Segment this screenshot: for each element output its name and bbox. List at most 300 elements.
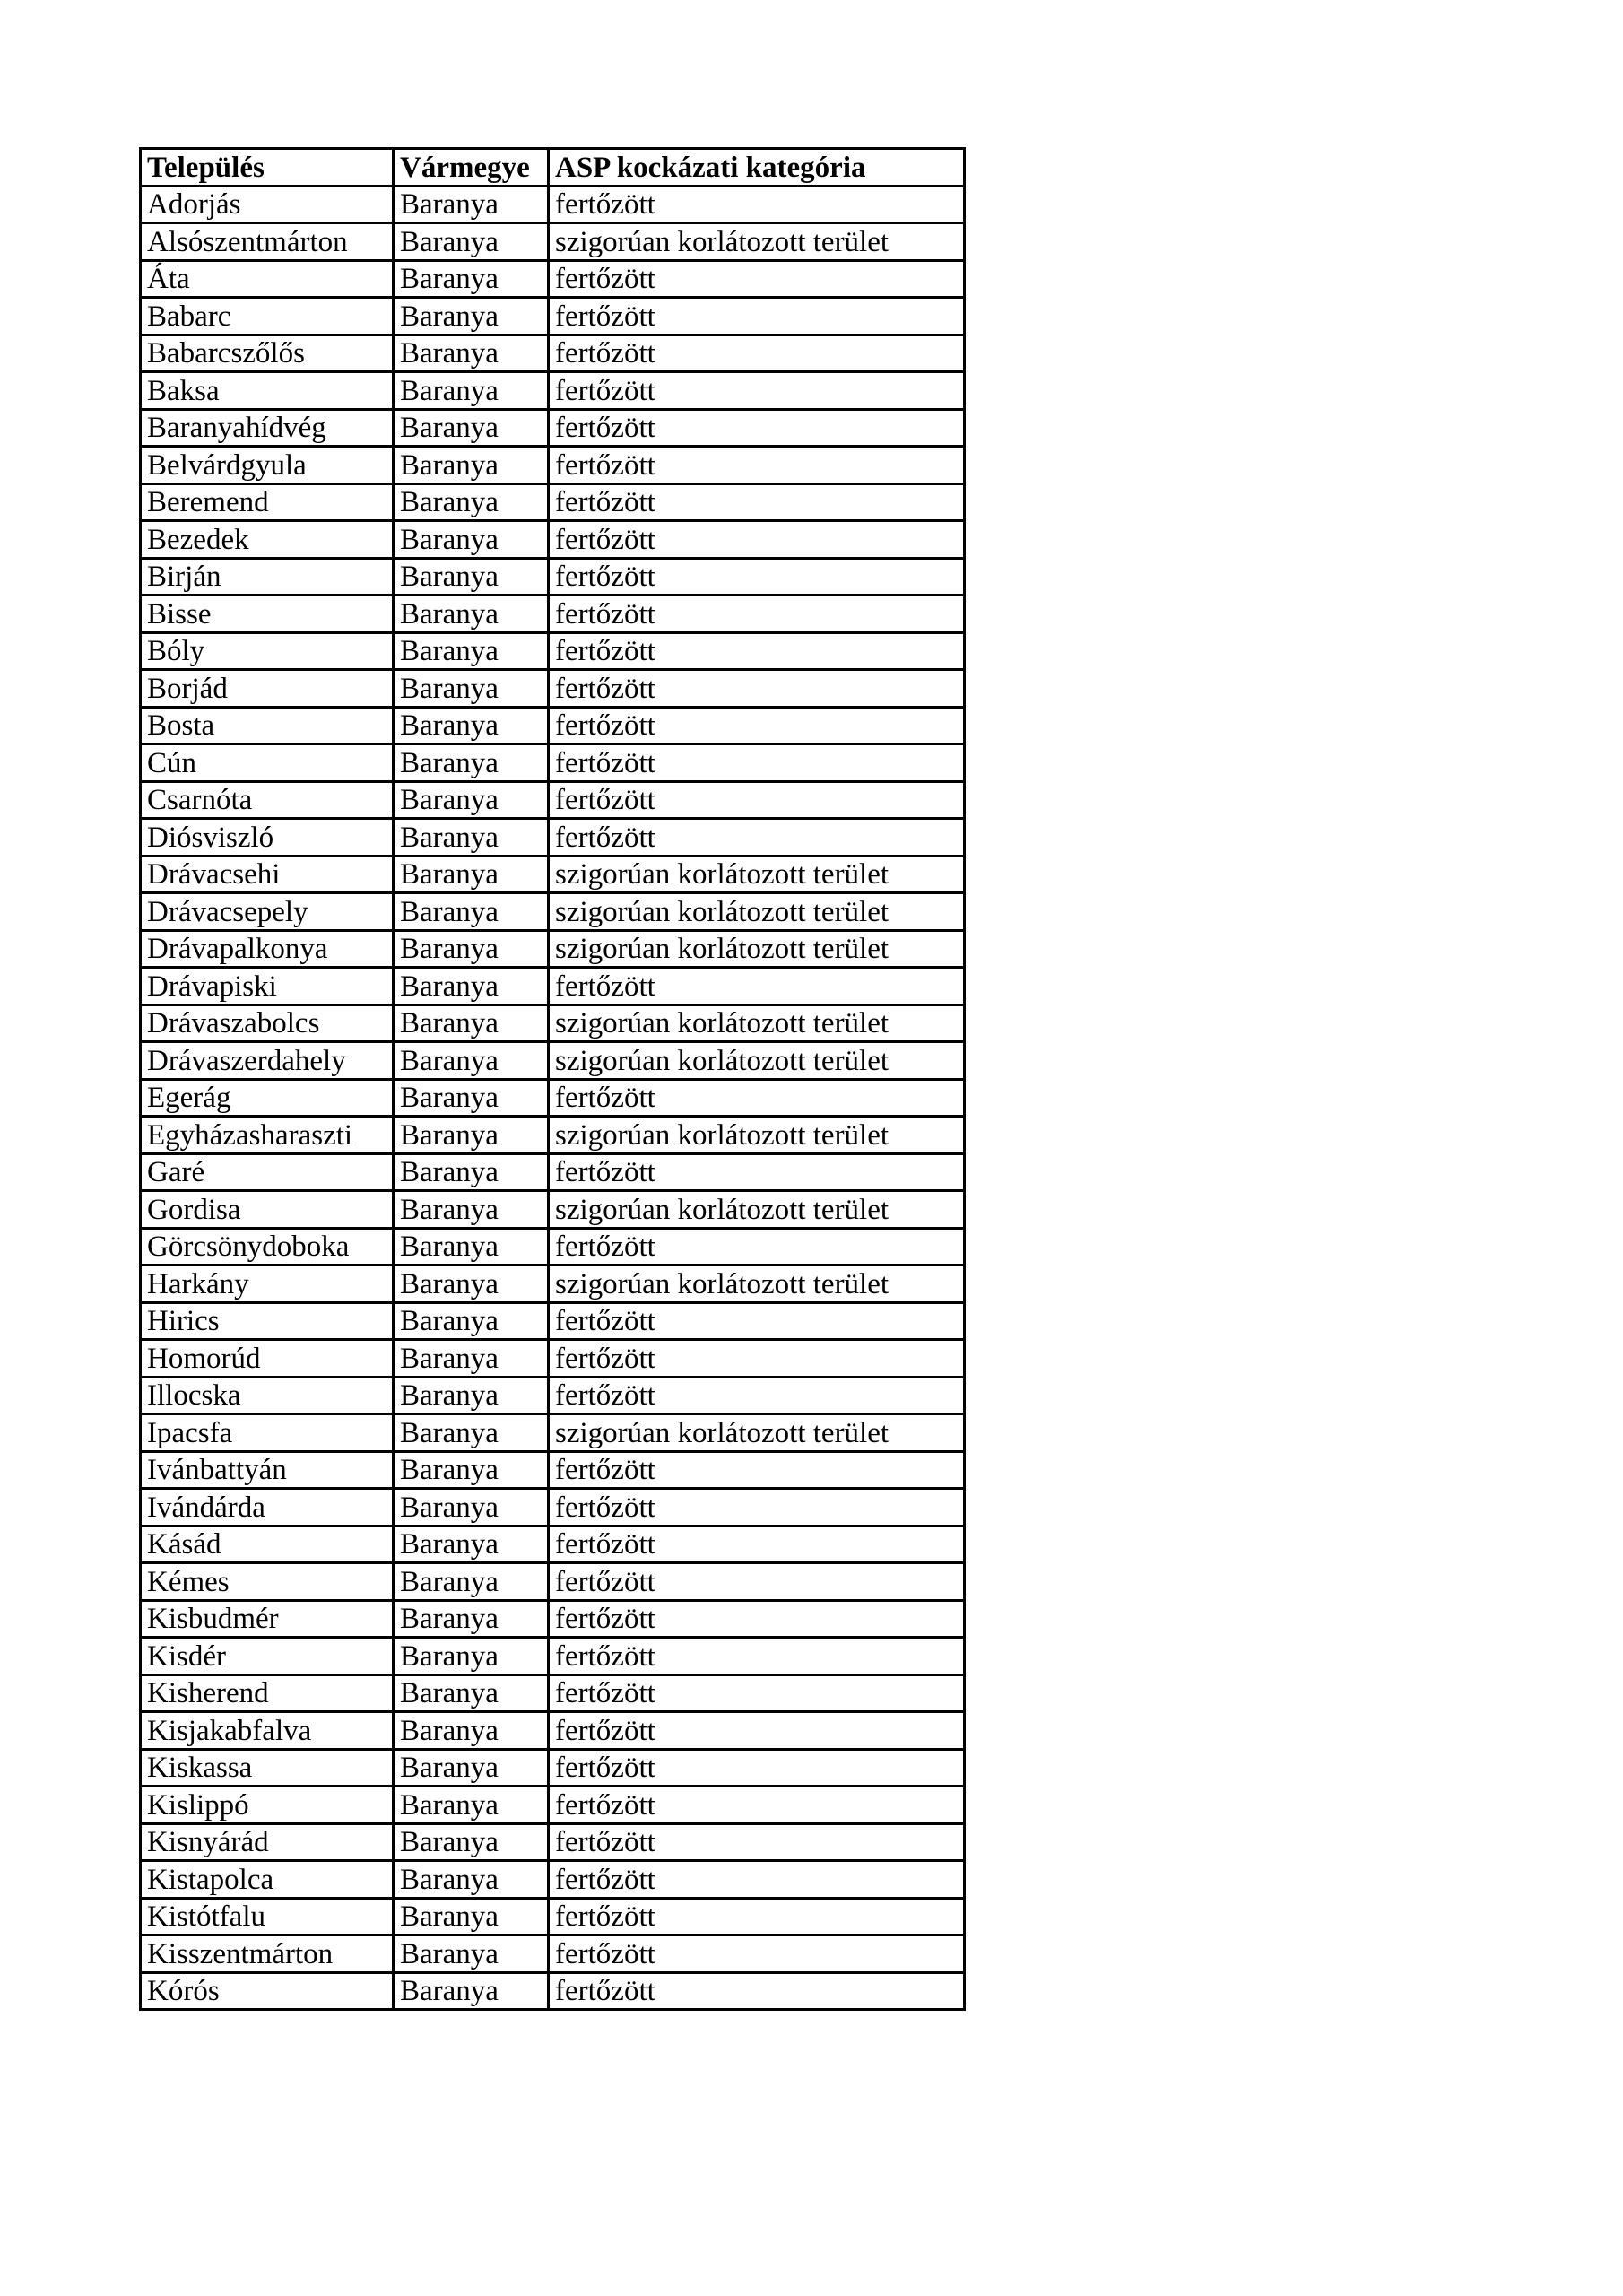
risk-category-cell-text: fertőzött [555,597,655,631]
risk-category-cell-text: fertőzött [555,412,655,444]
risk-category-cell [549,1935,965,1973]
settlement-cell [141,372,394,410]
county-cell-text: Baranya [400,635,499,667]
county-cell-text: Baranya [400,1082,499,1114]
county-cell-text: Baranya [400,1677,499,1709]
table-row [141,186,965,223]
settlement-cell [141,1861,394,1899]
settlement-cell-text: Alsószentmárton [147,225,348,258]
county-cell [394,1042,549,1080]
county-cell-text: Baranya [400,821,499,854]
table-row [141,447,965,484]
settlement-cell-text: Bóly [147,635,205,667]
county-cell [394,483,549,521]
risk-category-cell-text: szigorúan korlátozott terület [555,1044,890,1077]
risk-category-cell-text: szigorúan korlátozott terület [555,933,890,965]
settlement-cell [141,483,394,521]
risk-category-cell [549,1377,965,1414]
county-cell-text: Baranya [400,1975,499,2007]
settlement-cell [141,1972,394,2010]
risk-category-cell [549,819,965,857]
risk-category-cell-text: fertőzött [555,784,655,816]
settlement-cell [141,856,394,893]
settlement-cell-text: Kórós [147,1975,220,2007]
county-cell-text: Baranya [400,1603,499,1635]
settlement-cell-text: Görcsönydoboka [147,1231,350,1263]
county-cell [394,1451,549,1489]
settlement-cell-text: Egyházasharaszti [147,1118,353,1152]
risk-category-cell [549,223,965,261]
settlement-cell-text: Kistapolca [147,1863,274,1896]
risk-category-cell [549,596,965,633]
table-row [141,1787,965,1824]
county-cell-text: Baranya [400,1565,499,1598]
risk-category-cell [549,670,965,708]
county-cell-text: Baranya [400,895,499,928]
county-cell [394,1563,549,1601]
settlement-cell [141,596,394,633]
county-cell [394,1340,549,1378]
table-row [141,335,965,372]
county-cell [394,1638,549,1675]
settlement-cell [141,670,394,708]
settlement-cell [141,409,394,447]
county-cell-text: Baranya [400,1937,499,1970]
table-row [141,1638,965,1675]
table-row [141,483,965,521]
county-cell [394,1526,549,1563]
settlement-cell [141,521,394,559]
county-cell-text: Baranya [400,1379,499,1412]
settlement-cell-text: Kisdér [147,1639,226,1673]
risk-category-cell [549,372,965,410]
risk-category-cell [549,1526,965,1563]
table-row [141,707,965,744]
settlement-cell-text: Ivánbattyán [147,1454,287,1486]
risk-category-cell-text: fertőzött [555,1639,655,1673]
risk-category-cell [549,1600,965,1638]
settlement-cell-text: Ipacsfa [147,1416,233,1449]
settlement-cell-text: Baranyahídvég [147,412,326,444]
county-cell-text: Baranya [400,1454,499,1486]
table-row [141,409,965,447]
settlement-cell [141,1638,394,1675]
table-row [141,1823,965,1861]
county-cell [394,893,549,931]
risk-category-cell-text: fertőzött [555,1342,655,1375]
county-cell [394,1787,549,1824]
risk-category-cell-text: fertőzött [555,1454,655,1486]
risk-category-cell-text: szigorúan korlátozott terület [555,1193,890,1226]
risk-category-cell-text: fertőzött [555,300,655,333]
risk-category-cell [549,1004,965,1042]
county-cell-text: Baranya [400,970,499,1003]
county-cell-text: Baranya [400,709,499,742]
county-cell [394,1935,549,1973]
county-cell [394,447,549,484]
table-row [141,1898,965,1935]
settlement-cell-text: Áta [147,263,190,295]
column-header-county [394,149,549,187]
table-row [141,1451,965,1489]
settlement-cell-text: Drávaszerdahely [147,1044,346,1077]
county-cell [394,930,549,968]
risk-category-cell-text: fertőzött [555,1082,655,1114]
county-cell-text: Baranya [400,225,499,258]
settlement-cell-text: Babarc [147,300,231,333]
settlement-cell [141,1563,394,1601]
settlement-cell-text: Birján [147,561,221,593]
settlement-cell-text: Drávaszabolcs [147,1007,320,1039]
table-row [141,298,965,335]
county-cell-text: Baranya [400,1491,499,1524]
county-cell [394,781,549,819]
table-header [141,149,965,187]
risk-category-cell [549,1414,965,1452]
risk-category-cell [549,1638,965,1675]
county-cell [394,1191,549,1229]
risk-category-cell [549,1712,965,1750]
settlement-cell [141,1117,394,1154]
table-row [141,1563,965,1601]
settlement-cell-text: Ivándárda [147,1491,265,1524]
settlement-cell [141,260,394,298]
county-cell-text: Baranya [400,337,499,370]
risk-category-cell-text: szigorúan korlátozott terület [555,858,890,891]
settlement-cell-text: Adorjás [147,188,241,221]
settlement-cell-text: Kisjakabfalva [147,1714,312,1747]
county-cell-text: Baranya [400,1528,499,1561]
risk-category-cell-text: fertőzött [555,1528,655,1561]
settlement-cell-text: Borjád [147,672,228,705]
settlement-cell [141,707,394,744]
table-row [141,670,965,708]
risk-category-cell [549,1340,965,1378]
county-cell [394,819,549,857]
settlement-cell [141,1489,394,1526]
risk-category-cell-text: fertőzött [555,448,655,482]
county-cell [394,1153,549,1191]
risk-category-cell-text: fertőzött [555,1565,655,1598]
settlement-cell-text: Baksa [147,374,220,407]
settlement-cell-text: Beremend [147,486,269,518]
settlement-cell [141,632,394,670]
table-body [141,186,965,2010]
settlement-cell-text: Csarnóta [147,784,253,816]
risk-category-cell-text: fertőzött [555,821,655,854]
county-cell-text: Baranya [400,1900,499,1933]
county-cell-text: Baranya [400,1788,499,1822]
risk-category-cell [549,1265,965,1303]
table-row [141,1302,965,1340]
county-cell [394,521,549,559]
settlement-cell [141,1712,394,1750]
table-row [141,1228,965,1265]
county-cell [394,1972,549,2010]
table-row [141,781,965,819]
table-row [141,744,965,782]
county-cell [394,223,549,261]
risk-category-cell-text: szigorúan korlátozott terület [555,1007,890,1039]
settlement-cell [141,819,394,857]
risk-category-cell-text: fertőzött [555,1231,655,1263]
table-row [141,968,965,1005]
risk-category-cell-text: fertőzött [555,1305,655,1337]
risk-category-cell [549,1563,965,1601]
county-cell-text: Baranya [400,933,499,965]
county-cell [394,186,549,223]
risk-category-cell [549,409,965,447]
county-cell-text: Baranya [400,1714,499,1747]
column-header-settlement [141,149,394,187]
settlement-cell [141,223,394,261]
risk-category-cell [549,558,965,596]
risk-category-cell [549,1117,965,1154]
settlement-cell-text: Babarcszőlős [147,337,305,370]
risk-category-cell [549,856,965,893]
table-row [141,1749,965,1787]
risk-category-cell [549,483,965,521]
settlement-cell-text: Bosta [147,709,215,742]
settlement-cell-text: Garé [147,1156,205,1188]
county-cell [394,670,549,708]
risk-category-cell [549,1787,965,1824]
settlement-cell [141,1153,394,1191]
risk-category-cell [549,1489,965,1526]
county-cell-text: Baranya [400,784,499,816]
county-cell-text: Baranya [400,1231,499,1263]
risk-category-cell [549,1451,965,1489]
risk-category-cell-text: fertőzött [555,1379,655,1412]
risk-category-cell-text: fertőzött [555,1937,655,1970]
risk-category-cell [549,1898,965,1935]
county-cell-text: Baranya [400,858,499,891]
county-cell-text: Baranya [400,448,499,482]
risk-category-cell-text: fertőzött [555,1491,655,1524]
column-header-asp-risk-category [549,149,965,187]
settlement-cell [141,1749,394,1787]
risk-category-cell-text: szigorúan korlátozott terület [555,225,890,258]
risk-category-cell [549,744,965,782]
county-cell-text: Baranya [400,1007,499,1039]
settlement-cell [141,1228,394,1265]
risk-category-cell-text: fertőzött [555,1603,655,1635]
settlement-cell-text: Hirics [147,1305,220,1337]
table-row [141,1526,965,1563]
county-cell-text: Baranya [400,1752,499,1784]
settlement-cell [141,1302,394,1340]
settlement-cell [141,1898,394,1935]
settlement-cell [141,298,394,335]
settlement-cell [141,1377,394,1414]
table-row [141,1340,965,1378]
risk-category-cell [549,1191,965,1229]
settlement-cell-text: Egerág [147,1082,231,1114]
risk-category-cell-text: fertőzött [555,1975,655,2007]
settlement-cell-text: Belvárdgyula [147,448,307,482]
settlement-cell [141,1823,394,1861]
county-cell-text: Baranya [400,1416,499,1449]
settlement-cell [141,1935,394,1973]
risk-category-cell-text: fertőzött [555,672,655,705]
county-cell [394,1674,549,1712]
county-cell-text: Baranya [400,672,499,705]
county-cell [394,1749,549,1787]
settlement-cell [141,893,394,931]
header-row [141,149,965,187]
county-cell-text: Baranya [400,263,499,295]
settlement-cell [141,1674,394,1712]
risk-category-cell [549,1861,965,1899]
risk-category-cell-text: szigorúan korlátozott terület [555,1416,890,1449]
county-cell [394,260,549,298]
risk-category-cell-text: fertőzött [555,1714,655,1747]
county-cell [394,1228,549,1265]
table-row [141,372,965,410]
settlement-cell [141,1042,394,1080]
settlement-cell [141,781,394,819]
settlement-cell [141,335,394,372]
settlement-cell-text: Kisszentmárton [147,1937,334,1970]
table-row [141,930,965,968]
settlement-cell-text: Bezedek [147,523,249,556]
settlement-cell-text: Gordisa [147,1193,241,1226]
county-cell [394,1377,549,1414]
county-cell [394,707,549,744]
risk-category-cell [549,632,965,670]
risk-category-cell-text: fertőzött [555,561,655,593]
county-cell-text: Baranya [400,1342,499,1375]
county-cell-text: Baranya [400,188,499,221]
county-cell [394,1600,549,1638]
table-row [141,1972,965,2010]
table-row [141,521,965,559]
settlement-cell [141,1191,394,1229]
county-cell-text: Baranya [400,1305,499,1337]
table-row [141,558,965,596]
county-cell-text: Baranya [400,1267,499,1300]
settlement-cell-text: Kislippó [147,1788,249,1822]
settlement-cell-text: Kémes [147,1565,230,1598]
county-cell-text: Baranya [400,523,499,556]
settlement-cell-text: Diósviszló [147,821,274,854]
settlement-cell [141,558,394,596]
table-row [141,1861,965,1899]
settlement-cell-text: Kisherend [147,1677,269,1709]
risk-category-cell-text: fertőzött [555,709,655,742]
risk-category-cell-text: fertőzött [555,374,655,407]
risk-category-cell-text: fertőzött [555,486,655,518]
risk-category-cell-text: szigorúan korlátozott terület [555,895,890,928]
county-cell [394,596,549,633]
risk-category-cell-text: fertőzött [555,1677,655,1709]
county-cell [394,372,549,410]
county-cell [394,335,549,372]
settlement-cell [141,744,394,782]
risk-category-cell [549,1823,965,1861]
table-row [141,1414,965,1452]
risk-category-cell [549,1153,965,1191]
county-cell-text: Baranya [400,746,499,779]
risk-category-cell [549,1674,965,1712]
risk-category-cell [549,707,965,744]
county-cell-text: Baranya [400,300,499,333]
table-row [141,223,965,261]
county-cell-text: Baranya [400,1863,499,1896]
risk-category-cell-text: fertőzött [555,1900,655,1933]
county-cell [394,1302,549,1340]
county-cell-text: Baranya [400,412,499,444]
risk-category-cell [549,1042,965,1080]
table-row [141,1004,965,1042]
settlement-cell-text: Kisbudmér [147,1603,279,1635]
settlement-cell-text: Harkány [147,1267,249,1300]
risk-category-cell-text: fertőzött [555,523,655,556]
settlement-cell-text: Cún [147,746,197,779]
risk-category-cell [549,335,965,372]
risk-category-cell-text: fertőzött [555,1752,655,1784]
county-cell [394,1712,549,1750]
risk-category-cell-text: fertőzött [555,746,655,779]
settlement-cell-text: Homorúd [147,1342,261,1375]
settlement-cell [141,186,394,223]
risk-category-cell [549,186,965,223]
county-cell-text: Baranya [400,561,499,593]
table-row [141,819,965,857]
table-row [141,260,965,298]
settlement-cell [141,1414,394,1452]
settlement-cell-text: Bisse [147,597,212,631]
risk-category-cell [549,968,965,1005]
county-cell [394,856,549,893]
settlement-cell [141,968,394,1005]
risk-category-cell [549,521,965,559]
column-header-asp-risk-category-label: ASP kockázati kategória [555,151,866,184]
risk-category-cell [549,781,965,819]
county-cell-text: Baranya [400,1193,499,1226]
settlement-cell-text: Kistótfalu [147,1900,265,1933]
table-row [141,1153,965,1191]
county-cell [394,1414,549,1452]
county-cell-text: Baranya [400,597,499,631]
settlement-cell [141,1451,394,1489]
table-row [141,632,965,670]
risk-category-cell [549,1749,965,1787]
risk-category-cell [549,1302,965,1340]
settlement-cell-text: Kásád [147,1528,221,1561]
column-header-settlement-label: Település [147,151,265,184]
risk-category-cell [549,298,965,335]
risk-category-cell-text: fertőzött [555,970,655,1003]
county-cell-text: Baranya [400,486,499,518]
settlement-cell-text: Drávapiski [147,970,277,1003]
county-cell [394,298,549,335]
risk-category-cell [549,1972,965,2010]
county-cell-text: Baranya [400,1044,499,1077]
settlement-cell-text: Drávacsepely [147,895,308,928]
table-row [141,1712,965,1750]
risk-category-cell [549,893,965,931]
settlement-cell-text: Kiskassa [147,1752,253,1784]
county-cell [394,1898,549,1935]
risk-category-cell-text: fertőzött [555,1156,655,1188]
county-cell [394,968,549,1005]
risk-category-cell-text: szigorúan korlátozott terület [555,1267,890,1300]
county-cell [394,1079,549,1117]
risk-category-cell [549,930,965,968]
table-row [141,1265,965,1303]
county-cell [394,558,549,596]
